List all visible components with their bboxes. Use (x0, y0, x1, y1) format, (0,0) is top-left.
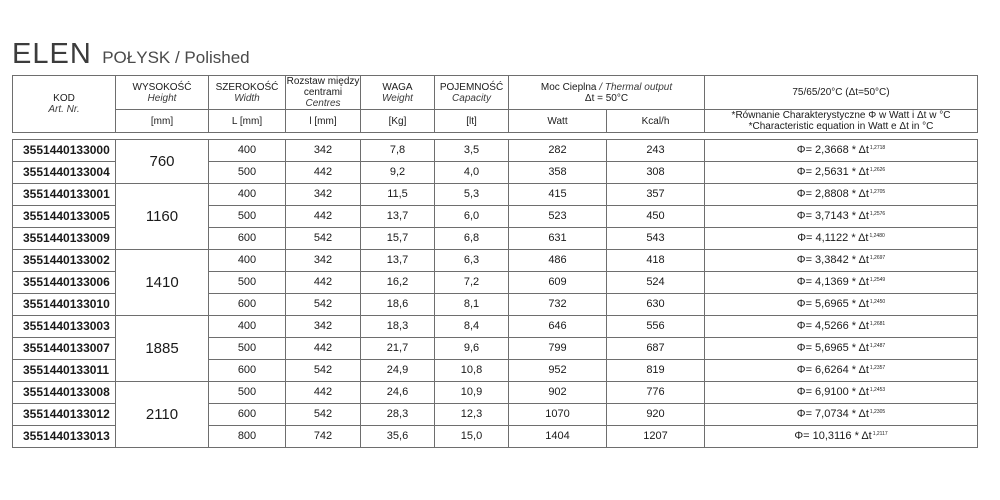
height-cell: 760 (116, 140, 209, 184)
equation-text: Φ= 4,1369 * Δt (796, 276, 869, 288)
weight-label: WAGA (382, 81, 413, 93)
capacity-cell: 5,3 (435, 184, 509, 206)
weight-cell: 24,9 (361, 360, 435, 382)
watt-cell: 415 (509, 184, 607, 206)
spacer-cell (13, 133, 978, 140)
centres-cell: 342 (286, 140, 361, 162)
equation-cell (705, 206, 978, 228)
kcal-cell: 357 (607, 184, 705, 206)
watt-cell: 646 (509, 316, 607, 338)
weight-cell: 13,7 (361, 250, 435, 272)
kcal-cell: 687 (607, 338, 705, 360)
weight-cell: 11,5 (361, 184, 435, 206)
equation-exponent: 1,2480 (869, 233, 885, 239)
equation-cell (705, 272, 978, 294)
table-row (13, 250, 978, 272)
watt-unit: Watt (509, 110, 607, 133)
kcal-cell: 524 (607, 272, 705, 294)
kod-cell: 3551440133006 (13, 272, 116, 294)
capacity-cell: 15,0 (435, 426, 509, 448)
kod-label-en: Art. Nr. (48, 104, 80, 115)
equation-cell (705, 404, 978, 426)
centres-cell: 442 (286, 272, 361, 294)
equation-text: Φ= 6,6264 * Δt (796, 364, 869, 376)
col-header-kod (13, 76, 116, 133)
equation-text: Φ= 7,0734 * Δt (796, 408, 869, 420)
equation-text: Φ= 4,5266 * Δt (796, 320, 869, 332)
watt-cell: 732 (509, 294, 607, 316)
width-label: SZEROKOŚĆ (215, 81, 279, 93)
height-cell: 2110 (116, 382, 209, 448)
capacity-cell: 3,5 (435, 140, 509, 162)
watt-cell: 609 (509, 272, 607, 294)
col-header-weight (361, 76, 435, 110)
width-cell: 500 (209, 338, 286, 360)
centres-cell: 542 (286, 294, 361, 316)
equation-text: Φ= 2,5631 * Δt (796, 166, 869, 178)
equation-text: Φ= 4,1122 * Δt (797, 232, 869, 244)
equation-cell (705, 338, 978, 360)
equation-exponent: 1,2576 (869, 211, 886, 217)
kod-cell: 3551440133001 (13, 184, 116, 206)
kcal-cell: 308 (607, 162, 705, 184)
width-cell: 600 (209, 404, 286, 426)
equation-exponent: 1,2450 (869, 299, 886, 305)
equation-text: Φ= 6,9100 * Δt (796, 386, 869, 398)
width-cell: 600 (209, 294, 286, 316)
centres-label: Rozstaw między centrami (286, 76, 360, 98)
equation-cell (705, 294, 978, 316)
kod-cell: 3551440133013 (13, 426, 116, 448)
col-header-height (116, 76, 209, 110)
equation-text: Φ= 2,8808 * Δt (796, 188, 869, 200)
height-unit: [mm] (116, 110, 209, 133)
equation-cell (705, 426, 978, 448)
table-row (13, 382, 978, 404)
centres-cell: 442 (286, 162, 361, 184)
kcal-unit: Kcal/h (607, 110, 705, 133)
width-cell: 500 (209, 272, 286, 294)
spacer-row (13, 133, 978, 140)
watt-cell: 631 (509, 228, 607, 250)
width-cell: 400 (209, 140, 286, 162)
header-row-2 (13, 110, 978, 133)
product-name: ELEN (12, 38, 92, 70)
equation-exponent: 1,2681 (869, 321, 886, 327)
table-row (13, 140, 978, 162)
height-label-en: Height (147, 92, 177, 104)
col-header-capacity (435, 76, 509, 110)
weight-unit: [Kg] (361, 110, 435, 133)
centres-label-en: Centres (305, 98, 341, 109)
height-cell: 1410 (116, 250, 209, 316)
width-cell: 600 (209, 228, 286, 250)
kcal-cell: 243 (607, 140, 705, 162)
capacity-cell: 8,1 (435, 294, 509, 316)
page-title (12, 38, 250, 68)
watt-cell: 358 (509, 162, 607, 184)
weight-cell: 7,8 (361, 140, 435, 162)
width-cell: 600 (209, 360, 286, 382)
kod-cell: 3551440133003 (13, 316, 116, 338)
equation-text: Φ= 3,3842 * Δt (796, 254, 869, 266)
centres-cell: 442 (286, 338, 361, 360)
product-finish: POŁYSK / Polished (102, 48, 250, 67)
equation-cell (705, 162, 978, 184)
equation-text: Φ= 2,3668 * Δt (796, 144, 869, 156)
capacity-label: POJEMNOŚĆ (439, 81, 504, 93)
equation-exponent: 1,2305 (869, 409, 886, 415)
kcal-cell: 556 (607, 316, 705, 338)
width-cell: 800 (209, 426, 286, 448)
weight-cell: 13,7 (361, 206, 435, 228)
thermal-label-en: / Thermal output (599, 81, 673, 93)
height-label: WYSOKOŚĆ (132, 81, 192, 93)
capacity-cell: 7,2 (435, 272, 509, 294)
kcal-cell: 776 (607, 382, 705, 404)
width-cell: 500 (209, 206, 286, 228)
weight-cell: 28,3 (361, 404, 435, 426)
kcal-cell: 1207 (607, 426, 705, 448)
equation-exponent: 1,2487 (869, 343, 886, 349)
watt-cell: 799 (509, 338, 607, 360)
weight-cell: 35,6 (361, 426, 435, 448)
height-cell: 1160 (116, 184, 209, 250)
equation-cell (705, 184, 978, 206)
kod-cell: 3551440133002 (13, 250, 116, 272)
col-header-width (209, 76, 286, 110)
watt-cell: 523 (509, 206, 607, 228)
kod-cell: 3551440133009 (13, 228, 116, 250)
col-header-thermal (509, 76, 705, 110)
weight-cell: 9,2 (361, 162, 435, 184)
centres-cell: 442 (286, 206, 361, 228)
thermal-label-line (509, 82, 704, 93)
centres-cell: 342 (286, 316, 361, 338)
table-row (13, 184, 978, 206)
centres-unit: l [mm] (286, 110, 361, 133)
weight-label-en: Weight (382, 92, 413, 104)
thermal-delta: Δt = 50°C (584, 92, 629, 104)
weight-cell: 15,7 (361, 228, 435, 250)
kod-cell: 3551440133012 (13, 404, 116, 426)
capacity-cell: 6,3 (435, 250, 509, 272)
equation-exponent: 1,2705 (869, 189, 886, 195)
equation-text: Φ= 5,6965 * Δt (796, 342, 869, 354)
capacity-cell: 10,9 (435, 382, 509, 404)
width-cell: 500 (209, 382, 286, 404)
kod-cell: 3551440133008 (13, 382, 116, 404)
width-cell: 400 (209, 184, 286, 206)
watt-cell: 486 (509, 250, 607, 272)
kcal-cell: 543 (607, 228, 705, 250)
equation-exponent: 1,2549 (869, 277, 886, 283)
kcal-cell: 819 (607, 360, 705, 382)
kcal-cell: 630 (607, 294, 705, 316)
equation-exponent: 1,2697 (869, 255, 886, 261)
weight-cell: 18,3 (361, 316, 435, 338)
col-header-conditions (705, 76, 978, 110)
equation-text: Φ= 3,7143 * Δt (796, 210, 869, 222)
equation-note-pl: *Równanie Charakterystyczne Φ w Watt i Δt w °C (731, 110, 951, 121)
kod-cell: 3551440133005 (13, 206, 116, 228)
weight-cell: 18,6 (361, 294, 435, 316)
equation-cell (705, 382, 978, 404)
capacity-cell: 6,8 (435, 228, 509, 250)
capacity-cell: 4,0 (435, 162, 509, 184)
header-row-1 (13, 76, 978, 110)
width-cell: 400 (209, 250, 286, 272)
centres-cell: 542 (286, 228, 361, 250)
kod-cell: 3551440133011 (13, 360, 116, 382)
kod-cell: 3551440133010 (13, 294, 116, 316)
weight-cell: 21,7 (361, 338, 435, 360)
kcal-cell: 920 (607, 404, 705, 426)
equation-cell (705, 360, 978, 382)
centres-cell: 342 (286, 250, 361, 272)
kcal-cell: 450 (607, 206, 705, 228)
kod-label: KOD (53, 93, 75, 104)
kod-cell: 3551440133000 (13, 140, 116, 162)
capacity-cell: 8,4 (435, 316, 509, 338)
equation-note-en: *Characteristic equation in Watt e Δt in °C (748, 121, 934, 132)
spec-table (12, 75, 978, 448)
equation-cell (705, 316, 978, 338)
equation-exponent: 1,2117 (872, 431, 888, 437)
watt-cell: 1070 (509, 404, 607, 426)
equation-cell (705, 250, 978, 272)
table-row (13, 316, 978, 338)
height-cell: 1885 (116, 316, 209, 382)
equation-cell (705, 140, 978, 162)
conditions-label: 75/65/20°C (Δt=50°C) (792, 87, 890, 98)
capacity-cell: 10,8 (435, 360, 509, 382)
width-label-en: Width (234, 92, 260, 104)
centres-cell: 742 (286, 426, 361, 448)
centres-cell: 342 (286, 184, 361, 206)
equation-text: Φ= 10,3116 * Δt (794, 430, 872, 442)
capacity-cell: 9,6 (435, 338, 509, 360)
width-cell: 400 (209, 316, 286, 338)
col-header-centres (286, 76, 361, 110)
equation-text: Φ= 5,6965 * Δt (796, 298, 869, 310)
centres-cell: 542 (286, 404, 361, 426)
equation-cell (705, 228, 978, 250)
capacity-cell: 6,0 (435, 206, 509, 228)
equation-exponent: 1,2453 (869, 387, 886, 393)
equation-exponent: 1,2626 (869, 167, 886, 173)
equation-exponent: 1,2357 (869, 365, 886, 371)
watt-cell: 1404 (509, 426, 607, 448)
equation-note (705, 110, 978, 133)
capacity-unit: [lt] (435, 110, 509, 133)
capacity-label-en: Capacity (452, 92, 491, 104)
equation-exponent: 1,2718 (869, 145, 886, 151)
watt-cell: 902 (509, 382, 607, 404)
watt-cell: 282 (509, 140, 607, 162)
kod-cell: 3551440133007 (13, 338, 116, 360)
watt-cell: 952 (509, 360, 607, 382)
capacity-cell: 12,3 (435, 404, 509, 426)
kcal-cell: 418 (607, 250, 705, 272)
centres-cell: 542 (286, 360, 361, 382)
width-unit: L [mm] (209, 110, 286, 133)
weight-cell: 16,2 (361, 272, 435, 294)
width-cell: 500 (209, 162, 286, 184)
centres-cell: 442 (286, 382, 361, 404)
weight-cell: 24,6 (361, 382, 435, 404)
thermal-label: Moc Cieplna (540, 81, 597, 93)
kod-cell: 3551440133004 (13, 162, 116, 184)
